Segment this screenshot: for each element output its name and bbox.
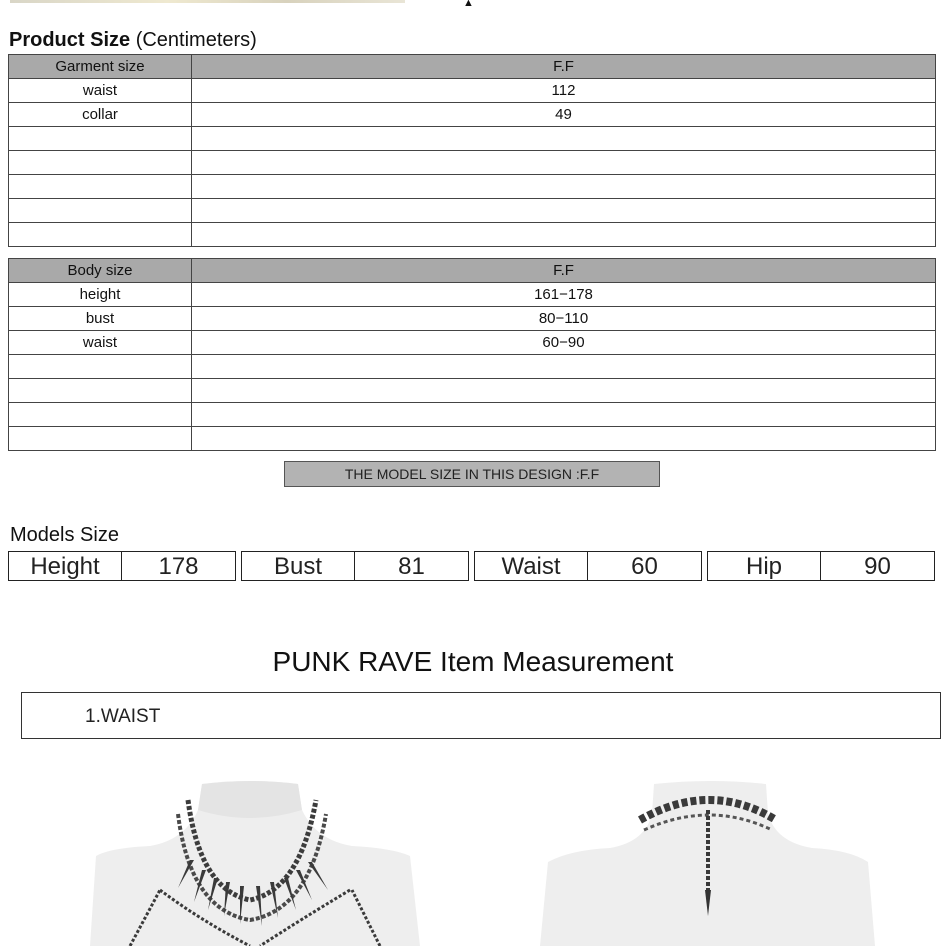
garment-row (9, 223, 936, 247)
body-measure-name: height (9, 283, 192, 307)
measurement-item-box (21, 692, 941, 739)
body-header-size: F.F (192, 259, 936, 283)
garment-measure-name (9, 199, 192, 223)
product-size-title-unit: (Centimeters) (135, 29, 257, 51)
model-measure-hip (707, 551, 935, 581)
product-size-title (9, 29, 257, 52)
body-header-label: Body size (9, 259, 192, 283)
body-measure-name: waist (9, 331, 192, 355)
garment-row (9, 103, 936, 127)
body-measure-name: bust (9, 307, 192, 331)
body-header-row (9, 259, 936, 283)
body-row (9, 283, 936, 307)
garment-measure-value (192, 127, 936, 151)
garment-measure-name (9, 175, 192, 199)
garment-measure-name (9, 127, 192, 151)
caret-up-icon: ▲ (463, 0, 474, 9)
body-row (9, 355, 936, 379)
model-measure-label: Bust (242, 552, 355, 580)
body-measure-value (192, 403, 936, 427)
model-measure-bust (241, 551, 469, 581)
garment-measure-value (192, 175, 936, 199)
model-measure-value: 81 (398, 553, 425, 580)
model-measure-waist (474, 551, 702, 581)
body-measure-name (9, 379, 192, 403)
front-mannequin-illustration (90, 770, 420, 946)
garment-measure-name (9, 151, 192, 175)
back-mannequin-illustration (540, 770, 875, 946)
garment-row (9, 127, 936, 151)
body-row (9, 403, 936, 427)
garment-row (9, 79, 936, 103)
models-size-row (8, 551, 938, 581)
model-measure-label: Waist (475, 552, 588, 580)
garment-measure-name: waist (9, 79, 192, 103)
measurement-item-label: 1.WAIST (85, 706, 161, 727)
garment-header-size: F.F (192, 55, 936, 79)
garment-measure-value: 112 (192, 79, 936, 103)
body-measure-value: 161−178 (192, 283, 936, 307)
garment-measure-value (192, 199, 936, 223)
models-size-title: Models Size (10, 524, 119, 546)
garment-row (9, 199, 936, 223)
model-measure-value: 60 (631, 553, 658, 580)
model-measure-value: 178 (158, 553, 199, 580)
garment-measure-value (192, 151, 936, 175)
body-row (9, 307, 936, 331)
garment-header-row (9, 55, 936, 79)
garment-row (9, 175, 936, 199)
model-measure-label: Hip (708, 552, 821, 580)
garment-measure-name (9, 223, 192, 247)
body-size-table (8, 258, 936, 451)
garment-row (9, 151, 936, 175)
model-size-note: THE MODEL SIZE IN THIS DESIGN :F.F (284, 461, 660, 487)
top-photo-edge (10, 0, 405, 3)
body-measure-value (192, 355, 936, 379)
body-row (9, 331, 936, 355)
body-measure-name (9, 427, 192, 451)
body-measure-value: 80−110 (192, 307, 936, 331)
garment-size-table (8, 54, 936, 247)
body-row (9, 427, 936, 451)
product-size-title-bold: Product Size (9, 29, 131, 51)
body-measure-name (9, 355, 192, 379)
garment-measure-value (192, 223, 936, 247)
garment-measure-name: collar (9, 103, 192, 127)
body-measure-value (192, 379, 936, 403)
body-measure-value: 60−90 (192, 331, 936, 355)
top-image-strip (0, 0, 946, 10)
body-row (9, 379, 936, 403)
body-measure-value (192, 427, 936, 451)
garment-measure-value: 49 (192, 103, 936, 127)
model-measure-value: 90 (864, 553, 891, 580)
product-photo-front (90, 770, 420, 946)
model-measure-label: Height (9, 552, 122, 580)
model-measure-height (8, 551, 236, 581)
product-photo-back (540, 770, 875, 946)
garment-header-label: Garment size (9, 55, 192, 79)
measurement-title: PUNK RAVE Item Measurement (272, 646, 674, 677)
body-measure-name (9, 403, 192, 427)
